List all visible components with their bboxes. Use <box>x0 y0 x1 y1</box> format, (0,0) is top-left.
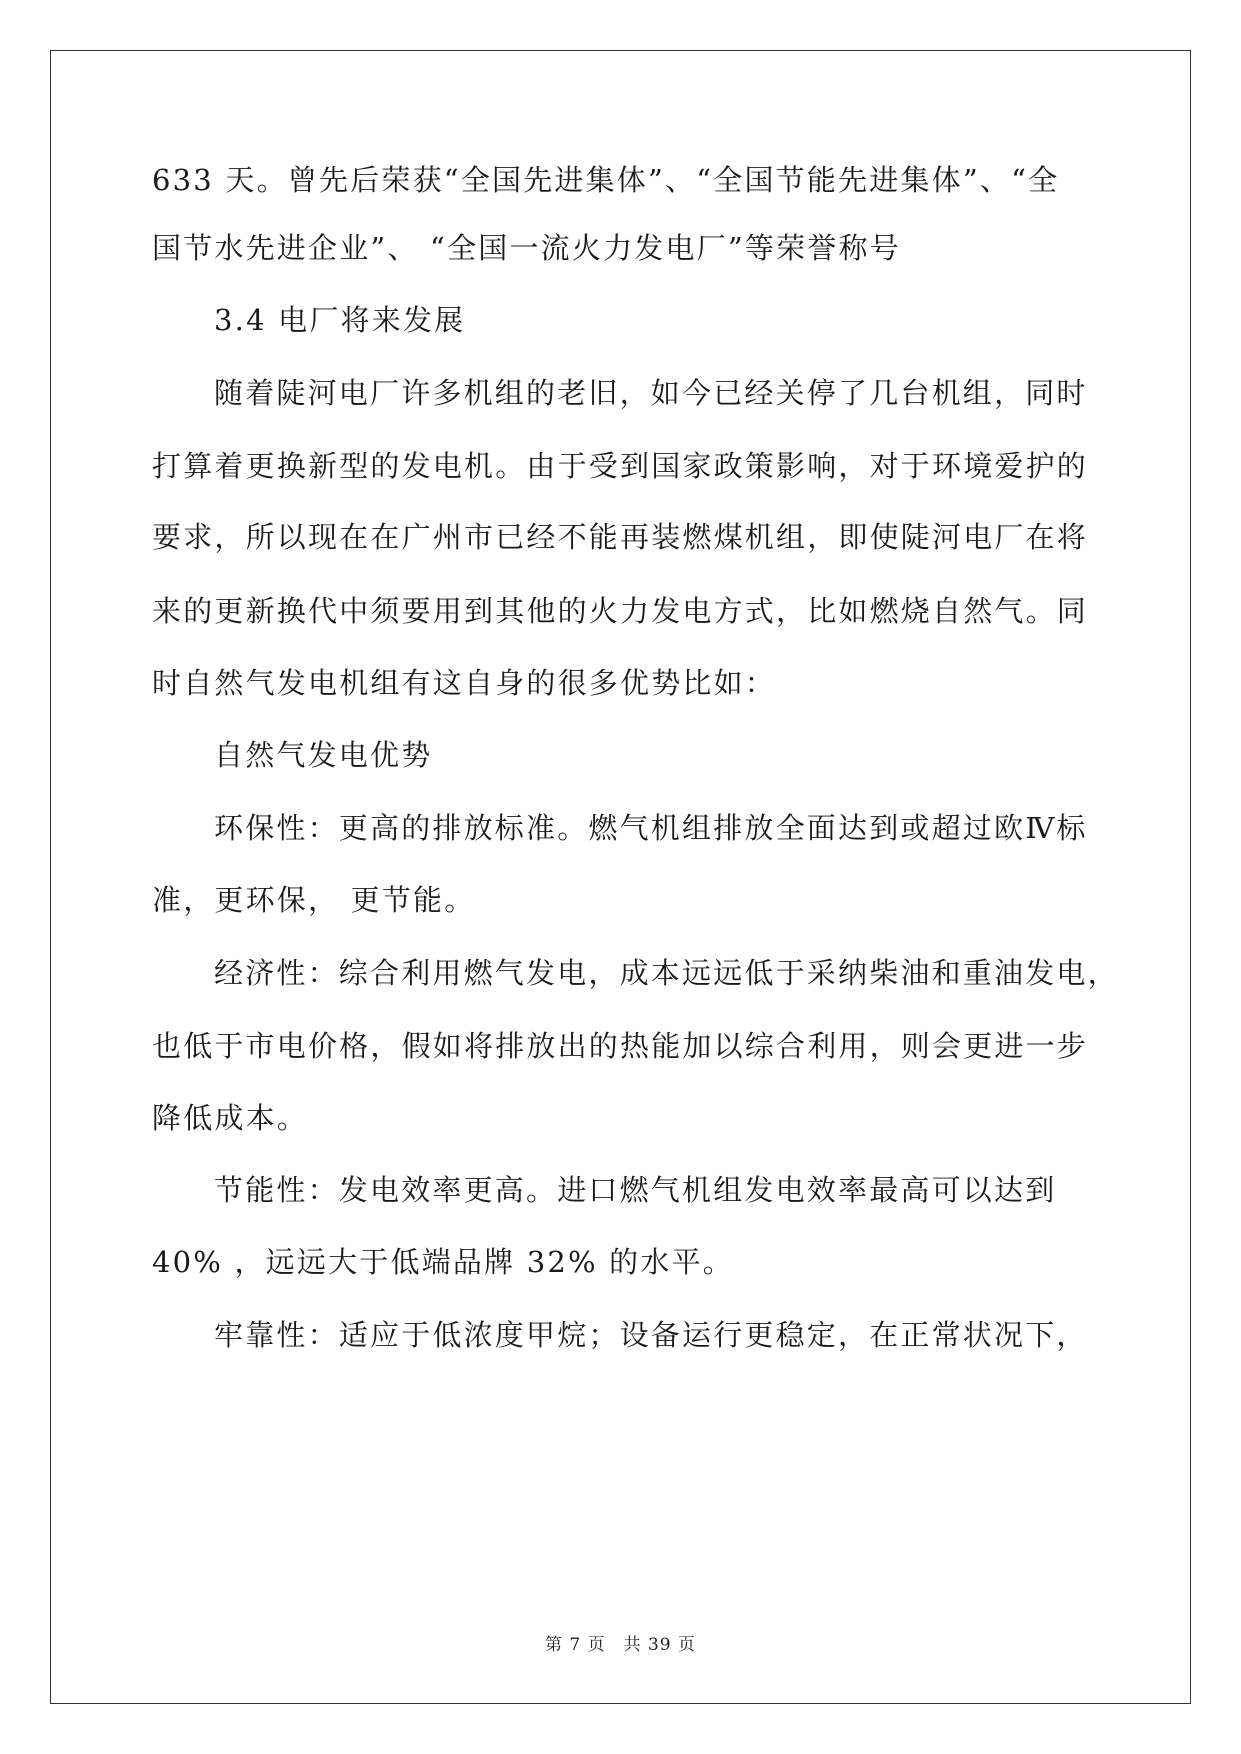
paragraph-line: 时自然气发电机组有这自身的很多优势比如： <box>152 666 777 700</box>
page-footer: 第 7 页 共 39 页 <box>544 1635 697 1655</box>
paragraph-line: 要求，所以现在在广州市已经不能再装燃煤机组，即使陡河电厂在将 <box>152 520 1089 554</box>
paragraph-line: 打算着更换新型的发电机。由于受到国家政策影响，对于环境爱护的 <box>152 449 1089 483</box>
paragraph-line: 随着陡河电厂许多机组的老旧，如今已经关停了几台机组，同时 <box>214 376 1088 410</box>
paragraph-line: 节能性：发电效率更高。进口燃气机组发电效率最高可以达到 <box>214 1173 1057 1207</box>
section-heading: 3.4 电厂将来发展 <box>214 303 466 337</box>
page-border <box>50 50 1191 1704</box>
paragraph-line: 国节水先进企业”、 “全国一流火力发电厂”等荣誉称号 <box>152 231 901 265</box>
paragraph-line: 降低成本。 <box>152 1101 309 1135</box>
paragraph-line: 也低于市电价格，假如将排放出的热能加以综合利用，则会更进一步 <box>152 1029 1089 1063</box>
paragraph-line: 准，更环保， 更节能。 <box>152 883 476 917</box>
paragraph-line: 牢靠性：适应于低浓度甲烷；设备运行更稳定，在正常状况下， <box>214 1318 1088 1352</box>
paragraph-line: 633 天。曾先后荣获“全国先进集体”、“全国节能先进集体”、“全 <box>152 163 1060 197</box>
paragraph-line: 40% ，远远大于低端品牌 32% 的水平。 <box>152 1245 734 1279</box>
paragraph-line: 来的更新换代中须要用到其他的火力发电方式，比如燃烧自然气。同 <box>152 594 1089 628</box>
paragraph-line: 经济性：综合利用燃气发电，成本远远低于采纳柴油和重油发电， <box>214 956 1119 990</box>
subheading: 自然气发电优势 <box>214 738 433 772</box>
paragraph-line: 环保性：更高的排放标准。燃气机组排放全面达到或超过欧Ⅳ标 <box>214 811 1088 845</box>
